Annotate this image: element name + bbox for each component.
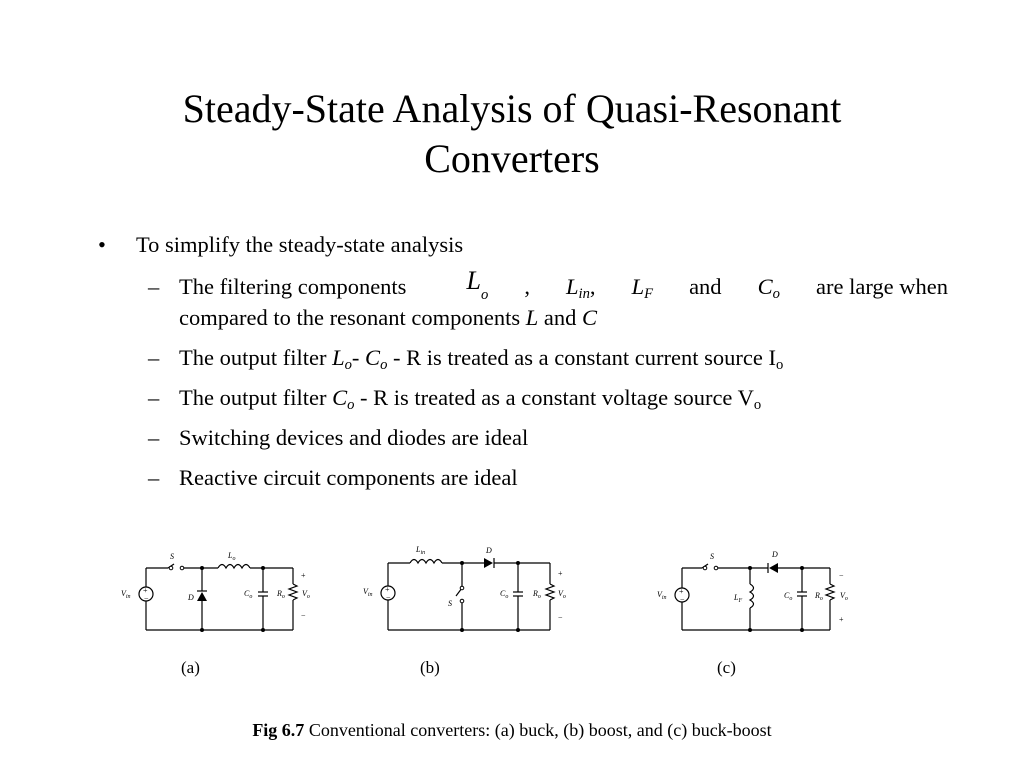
switch-contact-right <box>714 566 718 570</box>
dash-mark: – <box>148 425 160 450</box>
bullet-reactive-ideal: – Reactive circuit components are ideal <box>98 463 948 493</box>
svg-text:Vin: $V_{in}$ <box>121 589 131 600</box>
diode-symbol <box>769 563 778 573</box>
b1-and: and <box>689 274 722 299</box>
bullet-main-text: To simplify the steady-state analysis <box>136 232 464 257</box>
svg-text:S: S <box>170 552 174 561</box>
svg-text:Co: $C_o$ <box>500 589 509 600</box>
bullet-output-filter-current: – The output filter $L_o-$ $C_o$ - R is treated as a constant current source $I_o$ <box>148 345 784 373</box>
b1-lin: $L_{in}$, <box>566 274 596 302</box>
svg-text:+: + <box>301 571 306 580</box>
svg-text:−: − <box>301 611 306 620</box>
svg-text:S: S <box>448 599 452 608</box>
b1-co: $C_o$ <box>757 274 780 302</box>
svg-text:D: D <box>486 546 492 555</box>
svg-text:Vin: $V_{in}$ <box>363 587 373 598</box>
svg-text:Ro: $R_o$ <box>533 589 541 600</box>
svg-text:−: − <box>144 594 149 603</box>
buck-boost-converter-diagram <box>654 540 864 640</box>
bullet-list <box>98 230 948 493</box>
svg-text:−: − <box>558 613 563 622</box>
svg-text:S: S <box>710 552 714 561</box>
svg-text:−: − <box>680 595 685 604</box>
b3-co: $C_o$ <box>332 385 355 413</box>
diode-symbol <box>484 558 493 568</box>
svg-text:D: D <box>772 550 778 559</box>
svg-text:+: + <box>385 585 390 594</box>
svg-text:Ro: $R_o$ <box>277 589 285 600</box>
b2-lo: $L_o-$ <box>332 345 360 373</box>
sub-label-b: (b) <box>420 658 440 677</box>
bullet-switching-ideal: – Switching devices and diodes are ideal <box>98 423 948 453</box>
b1-line2: compared to the resonant components L and C <box>179 305 598 330</box>
switch-contact-left <box>703 566 707 570</box>
svg-text:+: + <box>143 586 148 595</box>
switch-contact-top <box>460 586 464 590</box>
svg-text:Co: $C_o$ <box>244 589 253 600</box>
dash-mark: – <box>148 385 160 410</box>
caption-text: Conventional converters: (a) buck, (b) boost, and (c) buck-boost <box>308 720 772 740</box>
b1-lf: $L_F$ <box>631 274 654 302</box>
svg-text:Ro: $R_o$ <box>815 591 823 602</box>
svg-text:+: + <box>679 587 684 596</box>
svg-text:Lin: $L_{in}$ <box>416 545 426 556</box>
circuit-figures <box>0 540 1024 650</box>
b1-text-b: are large when <box>815 274 948 299</box>
b2-co: $C_o$ <box>365 345 388 373</box>
diode-symbol <box>197 592 207 601</box>
svg-text:D: D <box>188 593 194 602</box>
svg-text:Co: $C_o$ <box>784 591 793 602</box>
svg-text:Vo: $V_o$ <box>558 589 566 600</box>
b1-text-a: The filtering components <box>179 274 407 299</box>
switch-contact-right <box>180 566 184 570</box>
sub-label-a: (a) <box>181 658 200 677</box>
svg-text:+: + <box>558 569 563 578</box>
dash-mark: – <box>148 345 160 370</box>
bullet-dot: • <box>98 232 106 257</box>
bullet-main <box>98 230 948 260</box>
svg-text:Vo: $V_o$ <box>840 591 848 602</box>
b1-lo: $L_o$ <box>466 266 489 303</box>
svg-text:−: − <box>386 593 391 602</box>
svg-text:Vo: $V_o$ <box>302 589 310 600</box>
svg-text:LF: $L_F$ <box>734 593 743 604</box>
svg-text:−: − <box>839 571 844 580</box>
b1-comma1: , <box>524 274 530 299</box>
boost-converter-diagram <box>360 540 580 640</box>
buck-converter-diagram <box>118 540 318 640</box>
figure-caption <box>0 720 1024 741</box>
slide-title: Steady-State Analysis of Quasi-Resonant Converters <box>182 86 842 181</box>
caption-label: Fig 6.7 <box>252 720 305 740</box>
switch-contact-bottom <box>460 599 464 603</box>
bullet-filtering-components <box>98 266 948 333</box>
svg-text:Lo: $L_o$ <box>228 551 236 562</box>
svg-text:+: + <box>839 615 844 624</box>
dash-mark: – <box>148 274 160 299</box>
dash-mark: – <box>148 465 160 490</box>
svg-text:Vin: $V_{in}$ <box>657 590 667 601</box>
sub-label-c: (c) <box>717 658 736 677</box>
switch-contact-left <box>169 566 173 570</box>
bullet-output-filter-voltage: – The output filter $C_o$ - R is treated as a constant voltage source $V_o$ <box>148 385 762 413</box>
